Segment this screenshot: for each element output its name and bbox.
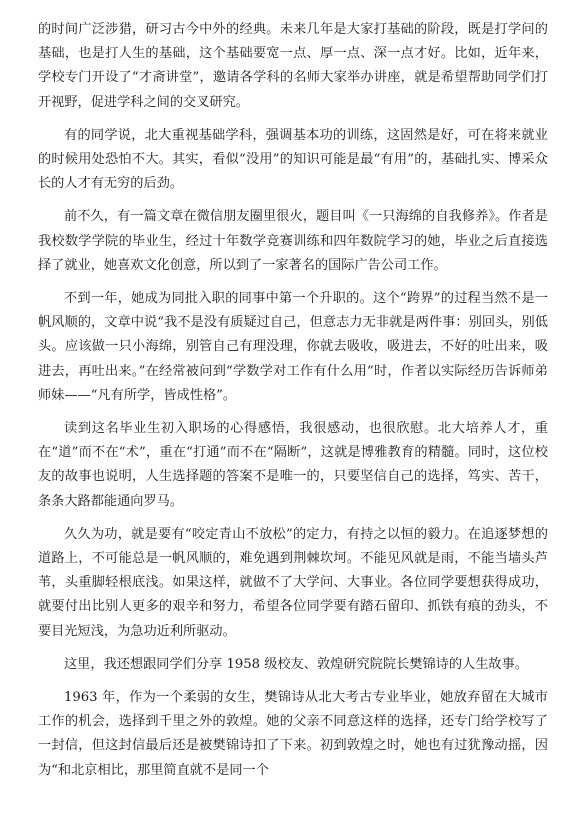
paragraph-4: 不到一年，她成为同批入职的同事中第一个升职的。这个“跨界”的过程当然不是一帆风顺的，文章中说“我不是没有质疑过自己，但意志力无非就是两件事：别回头，别低头。应该做一只小海绵，别管自己有理没理，你就去吸收，吸进去，不好的吐出来，吸进去，再吐出来。”在经常被问到“学数学对工作有什么用”时，作者以实际经历告诉师弟师妹——“凡有所学，皆成性格”。: [38, 291, 548, 403]
paragraph-8: 1963 年，作为一个柔弱的女生，樊锦诗从北大考古专业毕业，她放弃留在大城市工作的机会，选择到千里之外的敦煌。她的父亲不同意这样的选择，还专门给学校写了一封信，但这封信最后还是被樊锦诗扣了下来。初到敦煌之时，她也有过犹豫动摇，因为“和北京相比，那里简直就不是同一个: [38, 690, 548, 778]
paragraph-3: 前不久，有一篇文章在微信朋友圈里很火，题目叫《一只海绵的自我修养》。作者是我校数学学院的毕业生，经过十年数学竞赛训练和四年数院学习的她，毕业之后直接选择了就业，她喜欢文化创意，所以到了一家著名的国际广告公司工作。: [38, 209, 548, 273]
body-text: [38, 18, 548, 792]
paragraph-5: 读到这名毕业生初入职场的心得感悟，我很感动，也很欣慰。北大培养人才，重在“道”而不在“术”，重在“打通”而不在“隔断”，这就是博雅教育的精髓。同时，这位校友的故事也说明，人生选择题的答案不是唯一的，只要坚信自己的选择，笃实、苦干，条条大路都能通向罗马。: [38, 421, 548, 509]
paragraph-2: 有的同学说，北大重视基础学科，强调基本功的训练，这固然是好，可在将来就业的时候用处恐怕不大。其实，看似“没用”的知识可能是最“有用”的，基础扎实、博采众长的人才有无穷的后劲。: [38, 127, 548, 192]
paragraph-6: 久久为功，就是要有“咬定青山不放松”的定力，有持之以恒的毅力。在追逐梦想的道路上，不可能总是一帆风顺的，难免遇到荆棘坎坷。不能见风就是雨，不能当墙头芦苇，头重脚轻根底浅。如果这样，就做不了大学问、大事业。各位同学要想获得成功，就要付出比别人更多的艰辛和努力，希望各位同学要有踏石留印、抓铁有痕的劲头，不要目光短浅，为急功近利所驱动。: [38, 526, 548, 639]
paragraph-7: 这里，我还想跟同学们分享 1958 级校友、敦煌研究院院长樊锦诗的人生故事。: [64, 656, 528, 672]
paragraph-1: 的时间广泛涉猎，研习古今中外的经典。未来几年是大家打基础的阶段，既是打学问的基础，也是打人生的基础，这个基础要宽一点、厚一点、深一点才好。比如，近年来，学校专门开设了“才斋讲堂”，邀请各学科的名师大家举办讲座，就是希望帮助同学们打开视野，促进学科之间的交叉研究。: [38, 22, 548, 110]
